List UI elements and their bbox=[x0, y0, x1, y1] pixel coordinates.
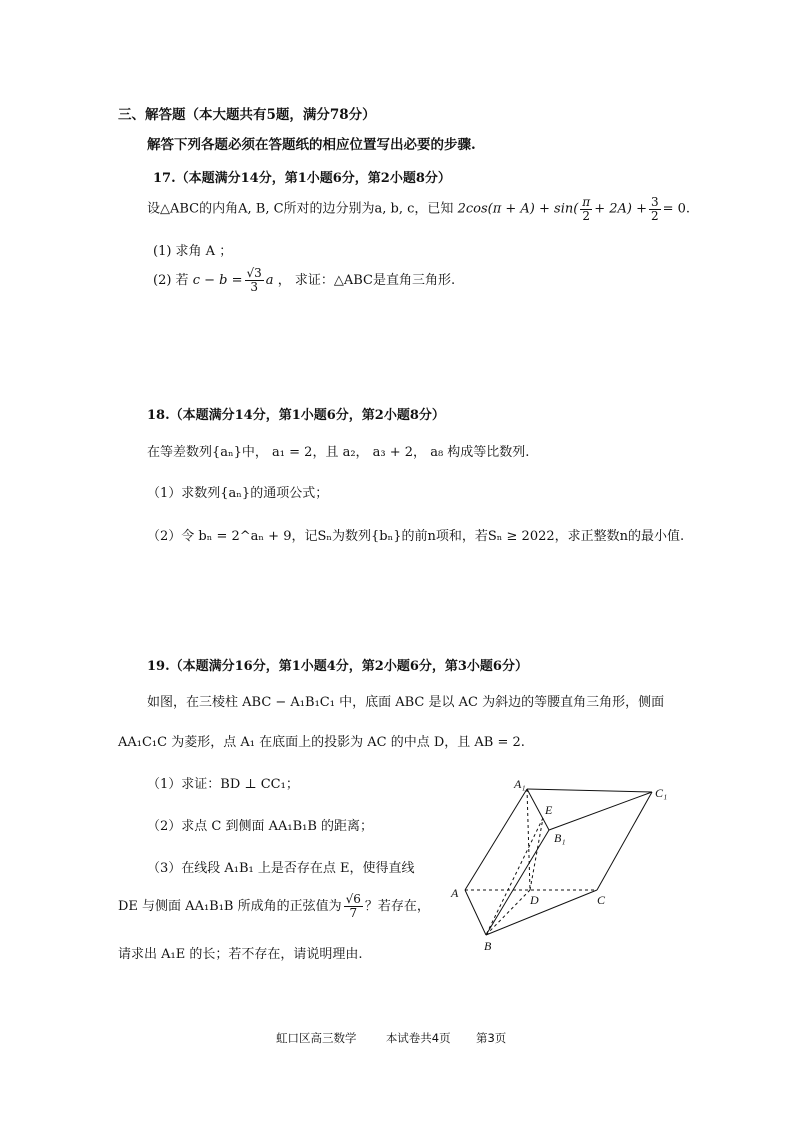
label-C1: C₁ bbox=[655, 786, 668, 800]
footer-school: 虹口区高三数学 bbox=[276, 1031, 357, 1045]
q17-stem bbox=[147, 196, 690, 223]
prism-figure bbox=[448, 776, 688, 956]
q17-part2-frac-den: 3 bbox=[250, 280, 258, 294]
q17-frac1-den: 2 bbox=[582, 208, 591, 223]
q17-frac1-num: π bbox=[582, 195, 591, 209]
q17-part2-formula-b: a bbox=[265, 273, 274, 288]
q17-part2-suffix: ， 求证：△ABC是直角三角形. bbox=[277, 273, 456, 288]
q17-formula-c: = 0. bbox=[662, 201, 691, 217]
q19-part3-line2-b: ？若存在， bbox=[364, 899, 430, 914]
footer-page-no: 第3页 bbox=[475, 1031, 507, 1045]
edge-A1-A bbox=[465, 789, 527, 890]
label-A: A bbox=[451, 886, 459, 900]
q19-part1: （1）求证：BD ⊥ CC₁； bbox=[147, 777, 299, 792]
q17-formula-b: + 2A) + bbox=[594, 201, 647, 217]
q19-part3-frac-num: √6 bbox=[345, 892, 361, 907]
edge-B1-C1 bbox=[549, 792, 652, 830]
edge-A1-D-dashed bbox=[527, 789, 530, 890]
edge-B1-B bbox=[486, 830, 549, 935]
q17-frac2-num: 3 bbox=[650, 195, 659, 209]
q19-part3-line3: 请求出 A₁E 的长；若不存在，请说明理由. bbox=[118, 947, 363, 962]
label-C: C bbox=[597, 893, 606, 907]
q19-header: 19.（本题满分16分，第1小题4分，第2小题6分，第3小题6分） bbox=[147, 659, 528, 674]
label-D: D bbox=[530, 893, 539, 907]
edge-A1-C1 bbox=[527, 789, 652, 792]
q18-stem: 在等差数列{aₙ}中， a₁ = 2，且 a₂， a₃ + 2， a₈ 构成等比数列. bbox=[147, 445, 530, 460]
footer-pages: 本试卷共4页 bbox=[385, 1031, 451, 1045]
q17-part2-frac-num: √3 bbox=[246, 266, 262, 281]
q17-formula-a: 2cos(π + A) + sin( bbox=[457, 201, 579, 217]
label-E: E bbox=[545, 803, 553, 817]
edge-A-B bbox=[465, 890, 486, 935]
q19-part3-line1: （3）在线段 A₁B₁ 上是否存在点 E，使得直线 bbox=[147, 861, 415, 876]
q17-frac2-den: 2 bbox=[650, 208, 659, 223]
label-B1: B₁ bbox=[554, 831, 566, 845]
q18-part1: （1）求数列{aₙ}的通项公式； bbox=[147, 486, 329, 501]
q17-part2-formula-a: c − b = bbox=[192, 273, 243, 288]
footer bbox=[276, 1030, 506, 1046]
label-B: B bbox=[484, 939, 492, 953]
q19-part3-line2 bbox=[118, 892, 430, 922]
q19-part3-frac-den: 7 bbox=[349, 906, 358, 920]
q17-part2 bbox=[153, 266, 455, 296]
q18-part2: （2）令 bₙ = 2^aₙ + 9，记Sₙ为数列{bₙ}的前n项和，若Sₙ ≥ 2022，求正整数n的最小值. bbox=[147, 529, 685, 544]
q19-part3-frac bbox=[344, 893, 363, 919]
q18-header: 18.（本题满分14分，第1小题6分，第2小题8分） bbox=[147, 408, 445, 423]
q17-header: 17.（本题满分14分，第1小题6分，第2小题8分） bbox=[153, 171, 451, 186]
edge-C1-C bbox=[597, 792, 652, 890]
q17-stem-prefix: 设△ABC的内角A, B, C所对的边分别为a, b, c，已知 bbox=[147, 201, 454, 217]
q17-part2-frac bbox=[245, 267, 264, 293]
q17-part2-prefix: (2) 若 bbox=[153, 273, 189, 288]
q19-stem-line2: AA₁C₁C 为菱形，点 A₁ 在底面上的投影为 AC 的中点 D，且 AB = 2. bbox=[118, 735, 525, 750]
edge-D-E-dashed bbox=[530, 818, 543, 890]
edge-E-B-dashed bbox=[486, 818, 543, 935]
edge-B-C bbox=[486, 890, 597, 935]
section-title: 三、解答题（本大题共有5题，满分78分） bbox=[118, 107, 376, 123]
label-A1: A₁ bbox=[514, 777, 526, 791]
q17-part1: (1) 求角 A ； bbox=[153, 244, 233, 259]
edge-B-D-dashed bbox=[486, 890, 530, 935]
q19-stem-line1: 如图，在三棱柱 ABC − A₁B₁C₁ 中，底面 ABC 是以 AC 为斜边的等腰直角三角形，侧面 bbox=[147, 695, 665, 710]
q17-frac-3-over-2 bbox=[649, 196, 661, 222]
section-instruction: 解答下列各题必须在答题纸的相应位置写出必要的步骤. bbox=[147, 137, 476, 153]
q19-part2: （2）求点 C 到侧面 AA₁B₁B 的距离； bbox=[147, 819, 374, 834]
q19-part3-line2-a: DE 与侧面 AA₁B₁B 所成角的正弦值为 bbox=[118, 899, 342, 914]
q17-frac-pi-over-2 bbox=[580, 196, 592, 222]
